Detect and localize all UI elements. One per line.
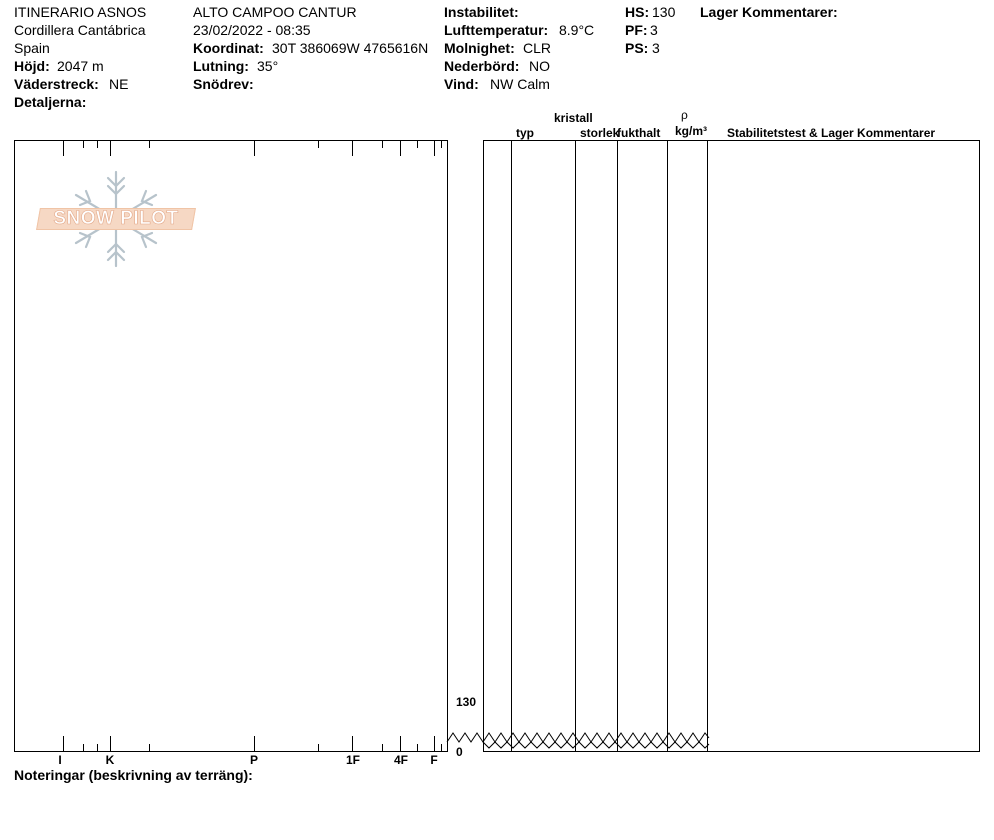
aspect-value: NE	[109, 76, 129, 92]
header-crystal: kristall	[554, 111, 593, 125]
precipitation-value: NO	[529, 58, 550, 74]
slope-value: 35°	[257, 58, 279, 74]
depth-top-label: 130	[456, 695, 477, 709]
aspect-label: Väderstreck:	[14, 76, 99, 92]
tick-top-minor	[417, 140, 418, 148]
column-divider-density	[707, 140, 708, 752]
tick-top-minor	[97, 140, 98, 148]
depth-bottom-label: 0	[456, 745, 463, 759]
tick-bottom-minor	[149, 744, 150, 752]
tick-bottom-minor	[97, 744, 98, 752]
header-moisture: fukthalt	[617, 126, 661, 140]
header-type: typ	[516, 126, 534, 140]
snowdrift-label: Snödrev:	[193, 76, 254, 92]
tick-bottom-i	[63, 736, 64, 752]
hs-value: 130	[652, 4, 676, 20]
column-divider-type	[511, 140, 512, 752]
tick-top-minor	[149, 140, 150, 148]
terrain-notes-label: Noteringar (beskrivning av terräng):	[14, 767, 253, 783]
tick-bottom-minor	[441, 744, 442, 752]
tick-bottom-1f	[352, 736, 353, 752]
tick-top-4f	[400, 140, 401, 156]
tick-bottom-k	[110, 736, 111, 752]
details-label: Detaljerna:	[14, 94, 87, 110]
tick-top-minor	[382, 140, 383, 148]
sky-cover-value: CLR	[523, 40, 552, 56]
hardness-label-4f: 4F	[393, 753, 408, 767]
country: Spain	[14, 40, 50, 56]
coordinate-value: 30T 386069W 4765616N	[272, 40, 429, 56]
slope-label: Lutning:	[193, 58, 249, 74]
location-name: ALTO CAMPOO CANTUR	[193, 4, 357, 20]
column-divider-crystal	[575, 140, 576, 752]
pf-label: PF:	[625, 22, 648, 38]
ps-value: 3	[652, 40, 660, 56]
ps-label: PS:	[625, 40, 649, 56]
header-rho: ρ	[681, 108, 688, 122]
hardness-label-f: F	[430, 753, 438, 767]
hardness-label-i: I	[58, 753, 62, 767]
wind-value: NW Calm	[490, 76, 550, 92]
tick-top-k	[110, 140, 111, 156]
tick-bottom-minor	[318, 744, 319, 752]
header-size: storlek	[580, 126, 620, 140]
coordinate-label: Koordinat:	[193, 40, 264, 56]
tick-top-minor	[83, 140, 84, 148]
observation-datetime: 23/02/2022 - 08:35	[193, 22, 311, 38]
column-divider-size	[617, 140, 618, 752]
tick-top-i	[63, 140, 64, 156]
depth-break-zigzag	[447, 728, 709, 748]
tick-top-minor	[441, 140, 442, 148]
column-divider-moisture	[667, 140, 668, 752]
tick-bottom-minor	[83, 744, 84, 752]
hardness-label-k: K	[105, 753, 115, 767]
tick-top-1f	[352, 140, 353, 156]
tick-top-f	[434, 140, 435, 156]
tick-top-p	[254, 140, 255, 156]
mountain-range: Cordillera Cantábrica	[14, 22, 146, 38]
air-temperature-label: Lufttemperatur:	[444, 22, 549, 38]
layer-table	[483, 140, 980, 752]
header-stability-comments: Stabilitetstest & Lager Kommentarer	[727, 126, 936, 140]
tick-bottom-minor	[382, 744, 383, 752]
air-temperature-value: 8.9°C	[559, 22, 595, 38]
header-density-unit: kg/m³	[675, 124, 708, 138]
watermark-text: SNOW PILOT	[53, 208, 179, 229]
tick-bottom-p	[254, 736, 255, 752]
hardness-label-p: P	[249, 753, 258, 767]
precipitation-label: Nederbörd:	[444, 58, 520, 74]
snowpilot-watermark	[38, 170, 194, 268]
tick-bottom-4f	[400, 736, 401, 752]
elevation-value: 2047 m	[57, 58, 104, 74]
layer-comments-label: Lager Kommentarer:	[700, 4, 838, 20]
route-name: ITINERARIO ASNOS	[14, 4, 147, 20]
tick-top-minor	[318, 140, 319, 148]
instability-label: Instabilitet:	[444, 4, 519, 20]
sky-cover-label: Molnighet:	[444, 40, 515, 56]
hardness-label-1f: 1F	[345, 753, 360, 767]
elevation-label: Höjd:	[14, 58, 50, 74]
wind-label: Vind:	[444, 76, 479, 92]
tick-bottom-minor	[417, 744, 418, 752]
tick-bottom-f	[434, 736, 435, 752]
pf-value: 3	[650, 22, 658, 38]
hs-label: HS:	[625, 4, 650, 20]
